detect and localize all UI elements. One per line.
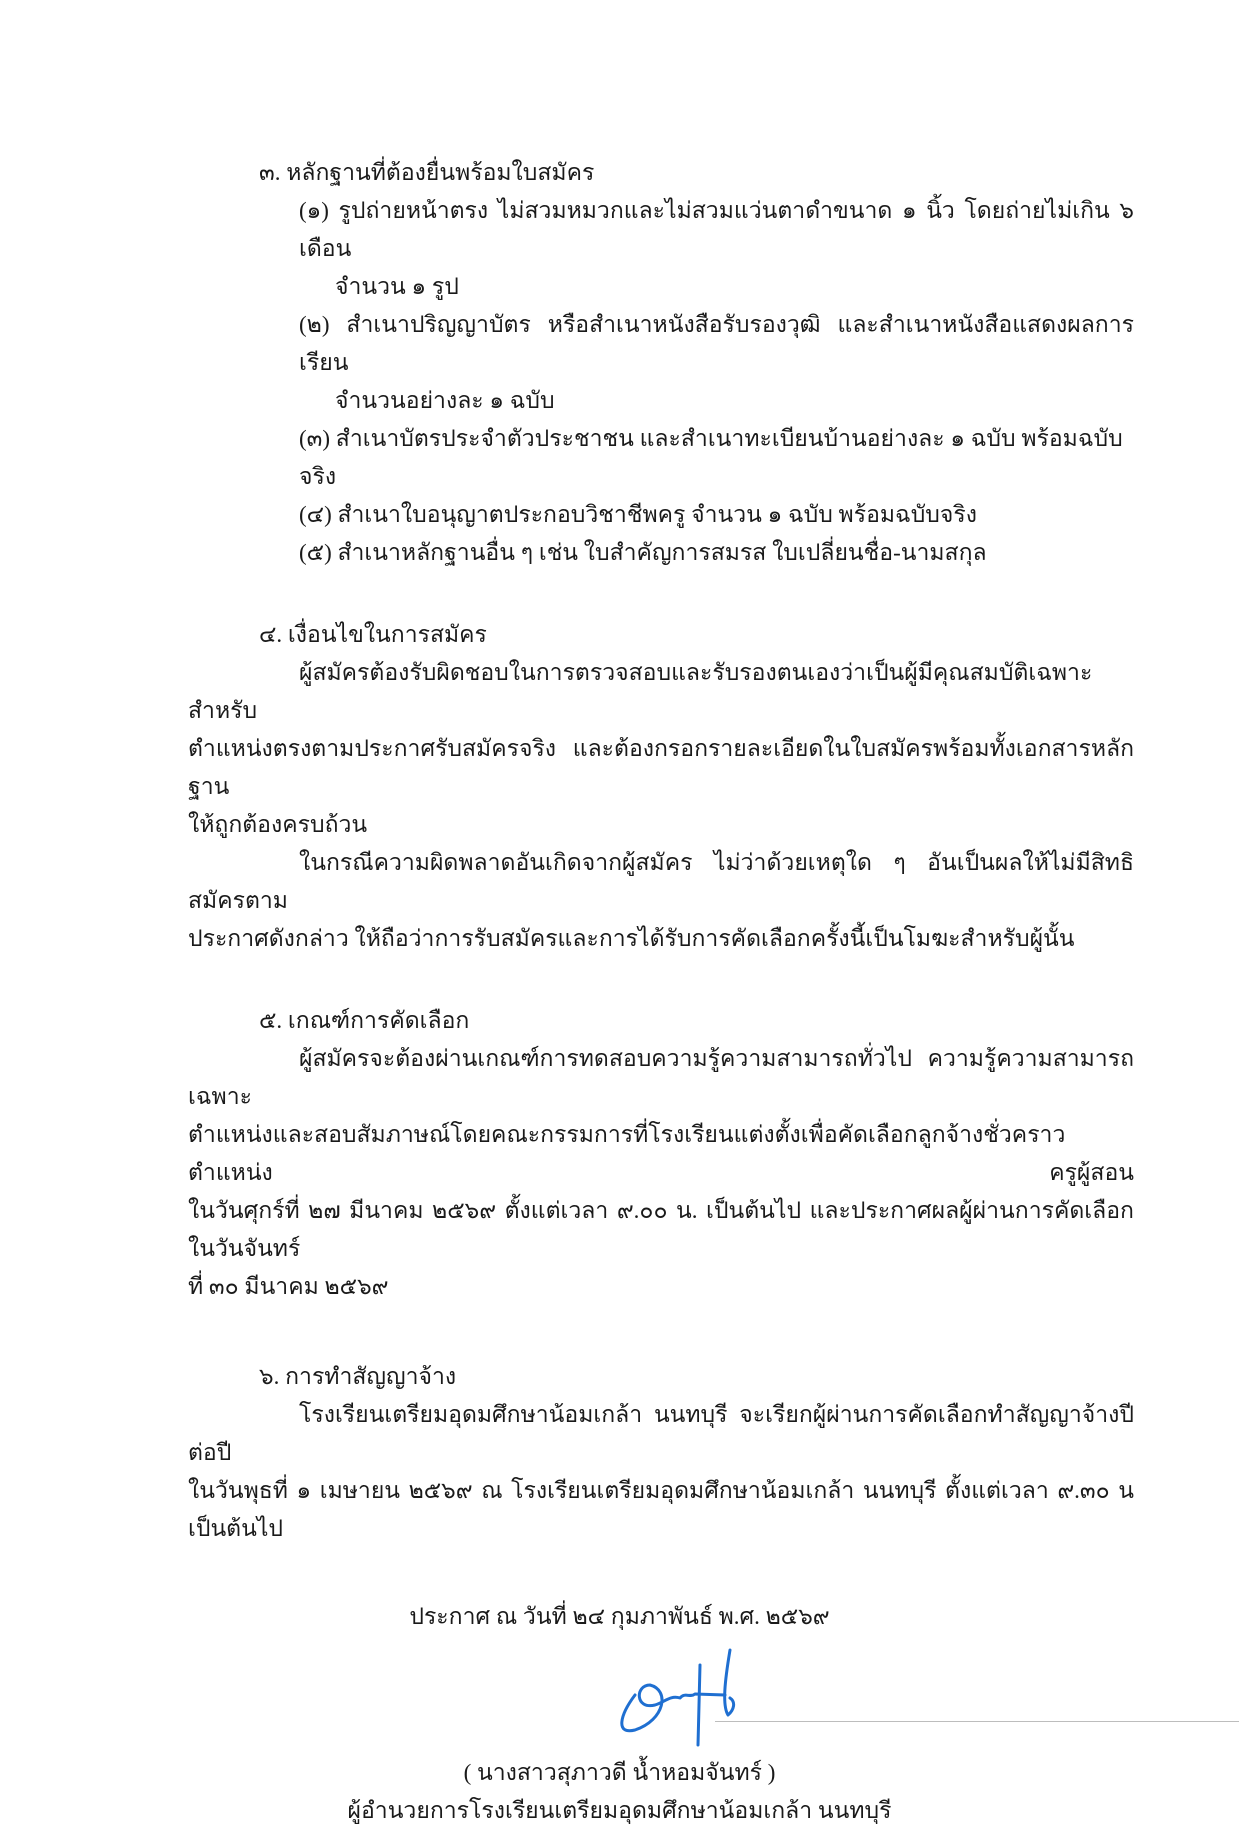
section5-line4: ที่ ๓๐ มีนาคม ๒๕๖๙ — [188, 1274, 389, 1299]
section3-heading: ๓. หลักฐานที่ต้องยื่นพร้อมใบสมัคร — [259, 160, 595, 185]
signature-stroke — [698, 1665, 700, 1745]
signature-stroke — [622, 1685, 725, 1731]
section5-heading: ๕. เกณฑ์การคัดเลือก — [259, 1008, 470, 1033]
section5-line3: ในวันศุกร์ที่ ๒๗ มีนาคม ๒๕๖๙ ตั้งแต่เวลา ๙.๐๐ น. เป็นต้นไป และประกาศผลผู้ผ่านการคัดเลือกในวันจันทร์ — [188, 1198, 1134, 1261]
section3-item3: (๓) สำเนาบัตรประจำตัวประชาชน และสำเนาทะเบียนบ้านอย่างละ ๑ ฉบับ พร้อมฉบับจริง — [299, 426, 1123, 489]
signatory-position: ผู้อำนวยการโรงเรียนเตรียมอุดมศึกษาน้อมเกล้า นนทบุรี — [347, 1798, 892, 1823]
section3-item2: (๒) สำเนาปริญญาบัตร หรือสำเนาหนังสือรับรองวุฒิ และสำเนาหนังสือแสดงผลการเรียน — [299, 312, 1134, 375]
section4-para1-line2: ตำแหน่งตรงตามประกาศรับสมัครจริง และต้องกรอกรายละเอียดในใบสมัครพร้อมทั้งเอกสารหลักฐาน — [188, 736, 1134, 799]
section5-line2: ตำแหน่งและสอบสัมภาษณ์โดยคณะกรรมการที่โรงเรียนแต่งตั้งเพื่อคัดเลือกลูกจ้างชั่วคราว ตำแหน่ง ครูผู้สอน — [188, 1122, 1134, 1185]
section4-heading: ๔. เงื่อนไขในการสมัคร — [259, 622, 487, 647]
announcement-date: ประกาศ ณ วันที่ ๒๔ กุมภาพันธ์ พ.ศ. ๒๕๖๙ — [409, 1604, 830, 1629]
section4-para2-line2: ประกาศดังกล่าว ให้ถือว่าการรับสมัครและการได้รับการคัดเลือกครั้งนี้เป็นโมฆะสำหรับผู้นั้น — [188, 926, 1075, 951]
signature-image — [610, 1640, 760, 1750]
section3-item1-cont: จำนวน ๑ รูป — [335, 274, 459, 299]
signature-stroke — [725, 1650, 734, 1715]
section3-item5: (๕) สำเนาหลักฐานอื่น ๆ เช่น ใบสำคัญการสมรส ใบเปลี่ยนชื่อ-นามสกุล — [299, 540, 987, 565]
section3-item1: (๑) รูปถ่ายหน้าตรง ไม่สวมหมวกและไม่สวมแว่นตาดำขนาด ๑ นิ้ว โดยถ่ายไม่เกิน ๖ เดือน — [299, 198, 1134, 261]
page-edge-line — [715, 1721, 1239, 1722]
section3-item4: (๔) สำเนาใบอนุญาตประกอบวิชาชีพครู จำนวน ๑ ฉบับ พร้อมฉบับจริง — [299, 502, 977, 527]
section6-line1: โรงเรียนเตรียมอุดมศึกษาน้อมเกล้า นนทบุรี จะเรียกผู้ผ่านการคัดเลือกทำสัญญาจ้างปีต่อปี — [188, 1402, 1134, 1465]
signature-area — [0, 1636, 1239, 1754]
section6-line2: ในวันพุธที่ ๑ เมษายน ๒๕๖๙ ณ โรงเรียนเตรียมอุดมศึกษาน้อมเกล้า นนทบุรี ตั้งแต่เวลา ๙.๓๐ น เป็นต้นไป — [188, 1478, 1134, 1541]
section5-line1: ผู้สมัครจะต้องผ่านเกณฑ์การทดสอบความรู้ความสามารถทั่วไป ความรู้ความสามารถเฉพาะ — [188, 1046, 1134, 1109]
signatory-name: ( นางสาวสุภาวดี น้ำหอมจันทร์ ) — [463, 1760, 776, 1785]
section4-para1-line1: ผู้สมัครต้องรับผิดชอบในการตรวจสอบและรับรองตนเองว่าเป็นผู้มีคุณสมบัติเฉพาะสำหรับ — [188, 660, 1093, 723]
section3-item2-cont: จำนวนอย่างละ ๑ ฉบับ — [335, 388, 555, 413]
section6-heading: ๖. การทำสัญญาจ้าง — [259, 1364, 457, 1389]
section4-para2-line1: ในกรณีความผิดพลาดอันเกิดจากผู้สมัคร ไม่ว่าด้วยเหตุใด ๆ อันเป็นผลให้ไม่มีสิทธิสมัครตาม — [188, 850, 1134, 913]
section4-para1-line3: ให้ถูกต้องครบถ้วน — [188, 812, 368, 837]
